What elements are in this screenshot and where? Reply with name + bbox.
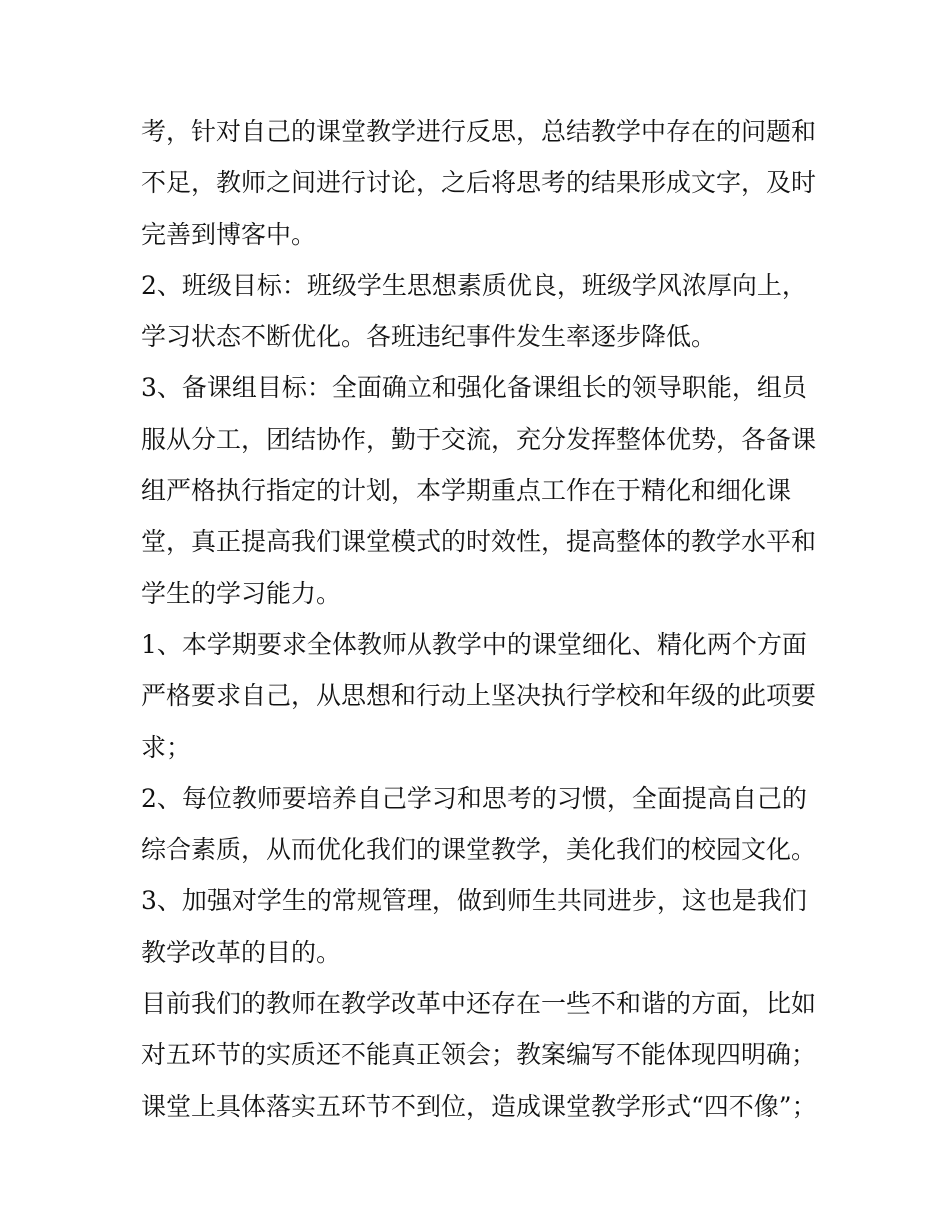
text-line: 考，针对自己的课堂教学进行反思，总结教学中存在的问题和 xyxy=(141,117,817,146)
text-line: 课堂上具体落实五环节不到位，造成课堂教学形式“四不像”； xyxy=(141,1091,817,1121)
text-line: 综合素质，从而优化我们的课堂教学，美化我们的校园文化。 xyxy=(141,835,817,865)
text-line: 3、备课组目标：全面确立和强化备课组长的领导职能，组员 xyxy=(141,373,807,403)
paragraph-lesson-group-goal xyxy=(141,362,821,618)
text-line: 1、本学期要求全体教师从教学中的课堂细化、精化两个方面 xyxy=(141,629,807,659)
text-line: 不足，教师之间进行讨论，之后将思考的结果形成文字，及时 xyxy=(141,168,817,198)
paragraph-current-issues xyxy=(141,978,821,1132)
text-line: 2、每位教师要培养自己学习和思考的习惯，全面提高自己的 xyxy=(141,783,807,813)
paragraph-requirement-3 xyxy=(141,875,821,978)
text-line: 服从分工，团结协作，勤于交流，充分发挥整体优势，各备课 xyxy=(141,424,817,454)
paragraph-class-goal xyxy=(141,260,821,363)
text-line: 3、加强对学生的常规管理，做到师生共同进步，这也是我们 xyxy=(141,886,807,916)
text-line: 学生的学习能力。 xyxy=(141,578,342,608)
text-line: 学习状态不断优化。各班违纪事件发生率逐步降低。 xyxy=(141,322,717,352)
text-line: 严格要求自己，从思想和行动上坚决执行学校和年级的此项要 xyxy=(141,681,817,711)
text-line: 对五环节的实质还不能真正领会；教案编写不能体现四明确； xyxy=(141,1040,817,1070)
text-line: 组严格执行指定的计划，本学期重点工作在于精化和细化课 xyxy=(141,476,792,506)
text-line: 2、班级目标：班级学生思想素质优良，班级学风浓厚向上， xyxy=(141,270,807,300)
document-body xyxy=(141,106,821,1132)
text-line: 目前我们的教师在教学改革中还存在一些不和谐的方面，比如 xyxy=(141,989,817,1019)
paragraph-reflection xyxy=(141,106,821,260)
paragraph-requirement-2 xyxy=(141,773,821,876)
text-line: 求； xyxy=(141,732,192,762)
paragraph-requirement-1 xyxy=(141,619,821,773)
text-line: 教学改革的目的。 xyxy=(141,937,342,967)
text-line: 完善到博客中。 xyxy=(141,219,317,249)
text-line: 堂，真正提高我们课堂模式的时效性，提高整体的教学水平和 xyxy=(141,527,817,557)
